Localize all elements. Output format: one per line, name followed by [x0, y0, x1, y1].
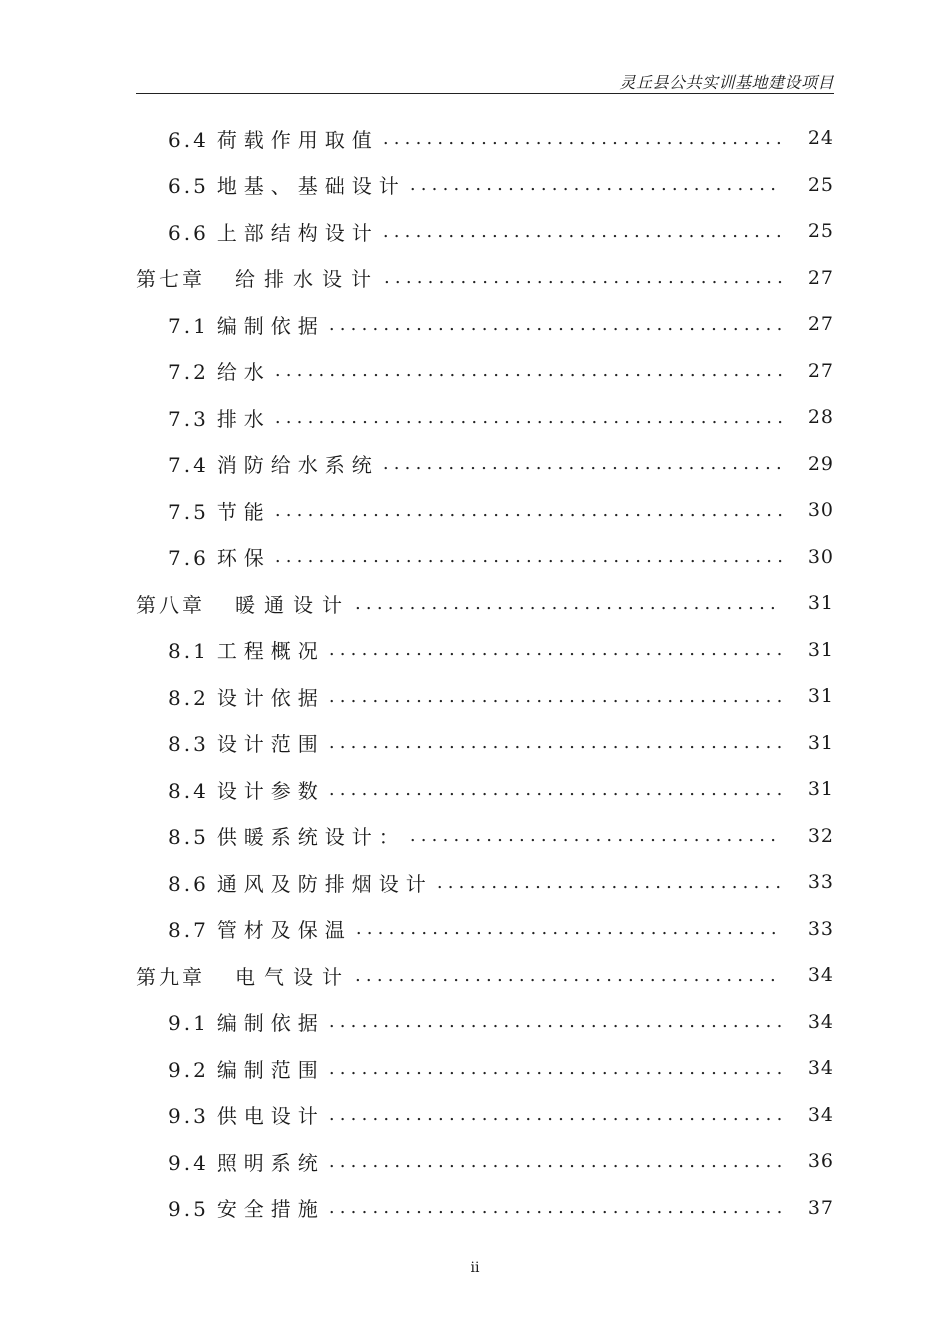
toc-entry-label [168, 124, 379, 153]
toc-section-entry[interactable] [136, 487, 834, 534]
toc-chapter-entry[interactable] [136, 580, 834, 627]
toc-entry-title: 荷载作用取值 [216, 127, 379, 152]
toc-entry-number: 第八章 [136, 592, 205, 617]
toc-entry-title: 安全措施 [216, 1197, 325, 1222]
toc-page-number: 27 [807, 266, 834, 289]
toc-entry-title: 暖通设计 [235, 592, 351, 617]
toc-page-number: 24 [807, 127, 834, 150]
toc-entry-title: 给排水设计 [235, 267, 380, 292]
toc-entry-label [168, 775, 325, 804]
header-divider [136, 93, 834, 94]
toc-entry-number: 8.7 [168, 918, 209, 943]
toc-section-entry[interactable] [136, 1138, 834, 1185]
toc-entry-title: 消防给水系统 [216, 453, 379, 478]
toc-dot-leader [437, 872, 782, 893]
toc-entry-title: 给水 [216, 360, 271, 385]
toc-dot-leader [383, 128, 782, 149]
toc-entry-title: 照明系统 [216, 1150, 325, 1175]
toc-entry-number: 第七章 [136, 267, 205, 292]
toc-entry-label [168, 1193, 325, 1222]
toc-entry-number: 第九章 [136, 964, 205, 989]
toc-section-entry[interactable] [136, 859, 834, 906]
toc-section-entry[interactable] [136, 301, 834, 348]
toc-page-number: 36 [807, 1150, 834, 1173]
toc-entry-title: 管材及保温 [216, 918, 352, 943]
toc-section-entry[interactable] [136, 534, 834, 581]
toc-entry-number: 6.5 [168, 174, 209, 199]
toc-page-number: 31 [807, 778, 834, 801]
toc-entry-title: 通风及防排烟设计 [216, 871, 433, 896]
toc-page-number: 32 [807, 824, 834, 847]
toc-dot-leader [329, 1011, 782, 1032]
toc-dot-leader [383, 221, 782, 242]
toc-entry-label [168, 868, 433, 897]
toc-entry-number: 9.3 [168, 1104, 209, 1129]
table-of-contents [136, 115, 834, 1231]
toc-entry-number: 7.1 [168, 313, 209, 338]
toc-section-entry[interactable] [136, 394, 834, 441]
toc-dot-leader [329, 1197, 782, 1218]
toc-entry-number: 9.4 [168, 1150, 209, 1175]
toc-page-number: 33 [807, 917, 834, 940]
toc-entry-title: 供暖系统设计： [216, 825, 406, 850]
toc-entry-label [168, 542, 271, 571]
toc-entry-title: 编制依据 [216, 1011, 325, 1036]
toc-dot-leader [329, 779, 782, 800]
toc-dot-leader [275, 546, 782, 567]
toc-section-entry[interactable] [136, 627, 834, 674]
toc-dot-leader [383, 453, 782, 474]
toc-page-number: 25 [807, 173, 834, 196]
toc-section-entry[interactable] [136, 1092, 834, 1139]
toc-dot-leader [329, 1058, 782, 1079]
toc-entry-label [168, 914, 352, 943]
toc-dot-leader [410, 174, 782, 195]
toc-entry-label [168, 403, 271, 432]
toc-entry-number: 6.4 [168, 127, 209, 152]
toc-entry-title: 排水 [216, 406, 271, 431]
toc-dot-leader [329, 686, 782, 707]
toc-page-number: 29 [807, 452, 834, 475]
page-number: ii [470, 1260, 480, 1276]
toc-page-number: 31 [807, 731, 834, 754]
toc-entry-number: 9.1 [168, 1011, 209, 1036]
toc-entry-title: 设计依据 [216, 685, 325, 710]
toc-dot-leader [275, 407, 782, 428]
toc-entry-number: 8.2 [168, 685, 209, 710]
toc-entry-label [168, 682, 325, 711]
toc-dot-leader [356, 918, 782, 939]
toc-dot-leader [329, 314, 782, 335]
toc-section-entry[interactable] [136, 115, 834, 162]
toc-entry-title: 供电设计 [216, 1104, 325, 1129]
toc-entry-title: 环保 [216, 546, 271, 571]
toc-dot-leader [329, 1151, 782, 1172]
toc-entry-label [168, 449, 379, 478]
toc-page-number: 31 [807, 638, 834, 661]
toc-entry-number: 7.4 [168, 453, 209, 478]
toc-entry-title: 编制依据 [216, 313, 325, 338]
toc-entry-label [136, 589, 351, 618]
toc-page-number: 37 [807, 1196, 834, 1219]
toc-section-entry[interactable] [136, 1185, 834, 1232]
toc-dot-leader [329, 732, 782, 753]
toc-entry-number: 7.6 [168, 546, 209, 571]
toc-entry-label [168, 728, 325, 757]
toc-entry-title: 设计范围 [216, 732, 325, 757]
toc-section-entry[interactable] [136, 162, 834, 209]
toc-entry-number: 6.6 [168, 220, 209, 245]
toc-page-number: 34 [807, 1057, 834, 1080]
toc-dot-leader [329, 1104, 782, 1125]
toc-entry-number: 7.2 [168, 360, 209, 385]
document-header-title: 灵丘县公共实训基地建设项目 [619, 73, 834, 92]
toc-page-number: 27 [807, 359, 834, 382]
toc-section-entry[interactable] [136, 720, 834, 767]
toc-section-entry[interactable] [136, 208, 834, 255]
toc-entry-label [168, 496, 271, 525]
toc-entry-title: 工程概况 [216, 639, 325, 664]
toc-entry-label [168, 1147, 325, 1176]
toc-section-entry[interactable] [136, 906, 834, 953]
toc-dot-leader [384, 267, 782, 288]
toc-section-entry[interactable] [136, 766, 834, 813]
toc-dot-leader [329, 639, 782, 660]
toc-page-number: 31 [807, 592, 834, 615]
toc-entry-title: 上部结构设计 [216, 220, 379, 245]
toc-page-number: 34 [807, 964, 834, 987]
toc-section-entry[interactable] [136, 813, 834, 860]
toc-dot-leader [410, 825, 782, 846]
toc-entry-number: 8.5 [168, 825, 209, 850]
toc-entry-number: 8.6 [168, 871, 209, 896]
toc-entry-number: 8.1 [168, 639, 209, 664]
toc-entry-number: 9.2 [168, 1057, 209, 1082]
toc-page-number: 28 [807, 406, 834, 429]
toc-section-entry[interactable] [136, 1045, 834, 1092]
toc-entry-number: 9.5 [168, 1197, 209, 1222]
toc-dot-leader [355, 965, 782, 986]
toc-entry-label [168, 310, 325, 339]
toc-page-number: 33 [807, 871, 834, 894]
toc-entry-label [136, 961, 351, 990]
toc-entry-label [168, 1007, 325, 1036]
toc-page-number: 30 [807, 545, 834, 568]
toc-entry-number: 8.3 [168, 732, 209, 757]
toc-entry-number: 8.4 [168, 778, 209, 803]
toc-section-entry[interactable] [136, 673, 834, 720]
toc-page-number: 27 [807, 313, 834, 336]
toc-entry-label [168, 1100, 325, 1129]
toc-dot-leader [275, 360, 782, 381]
toc-entry-label [168, 217, 379, 246]
toc-section-entry[interactable] [136, 441, 834, 488]
toc-entry-title: 节能 [216, 499, 271, 524]
toc-entry-label [168, 356, 271, 385]
toc-page-number: 34 [807, 1103, 834, 1126]
toc-dot-leader [275, 500, 782, 521]
toc-entry-label [168, 821, 406, 850]
toc-entry-number: 7.3 [168, 406, 209, 431]
toc-entry-number: 7.5 [168, 499, 209, 524]
toc-dot-leader [355, 593, 782, 614]
toc-entry-title: 设计参数 [216, 778, 325, 803]
toc-chapter-entry[interactable] [136, 952, 834, 999]
toc-entry-label [168, 635, 325, 664]
toc-page-number: 25 [807, 220, 834, 243]
toc-entry-label [168, 170, 406, 199]
toc-entry-label [136, 263, 380, 292]
toc-entry-title: 编制范围 [216, 1057, 325, 1082]
toc-entry-label [168, 1054, 325, 1083]
toc-entry-title: 地基、基础设计 [216, 174, 406, 199]
toc-page-number: 34 [807, 1010, 834, 1033]
toc-section-entry[interactable] [136, 999, 834, 1046]
toc-chapter-entry[interactable] [136, 255, 834, 302]
toc-page-number: 30 [807, 499, 834, 522]
toc-section-entry[interactable] [136, 348, 834, 395]
toc-entry-title: 电气设计 [235, 964, 351, 989]
toc-page-number: 31 [807, 685, 834, 708]
